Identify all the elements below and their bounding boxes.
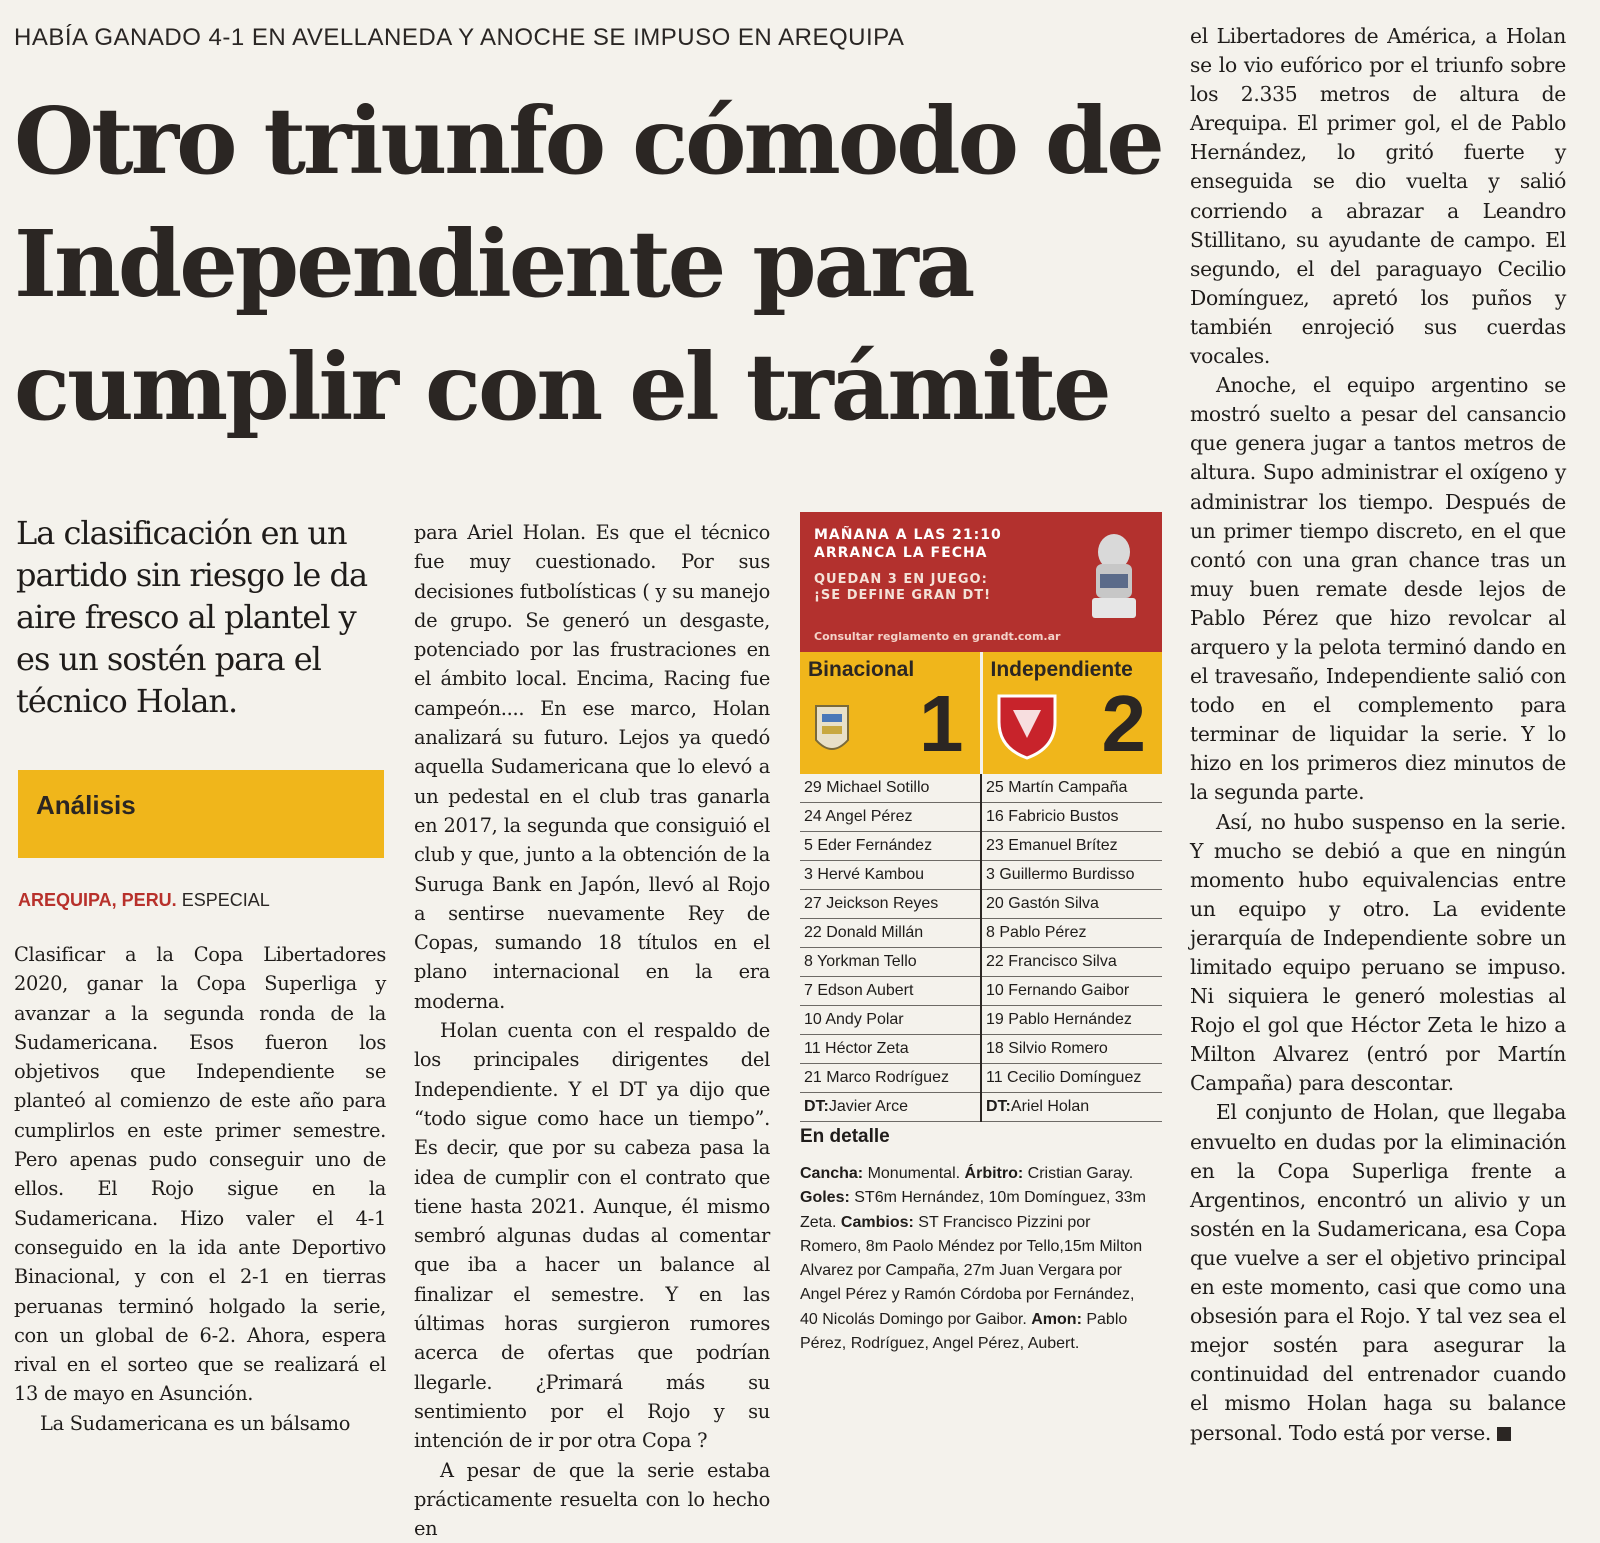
detail-value: ST Francisco Pizzini por Romero, 8m Paolo Méndez por Tello,15m Milton Alvarez por Campaña, 27m Juan Vergara por Angel Pérez y Ramón Córdoba por Fernández, 40 Nicolás Domingo por Gaibor.: [800, 1214, 1142, 1328]
promo-line-1: MAÑANA A LAS 21:10: [814, 526, 1162, 544]
promo-note: Consultar reglamento en grandt.com.ar: [814, 630, 1060, 643]
paragraph: A pesar de que la serie estaba prácticamente resuelta con lo hecho en: [414, 1456, 770, 1543]
team-home-name: Binacional: [808, 658, 972, 682]
player-row: 8 Pablo Pérez: [982, 919, 1162, 948]
lineup-home: [800, 774, 980, 1122]
detail-label: Cancha:: [800, 1165, 863, 1182]
detail-value: Cristian Garay.: [1028, 1165, 1134, 1182]
player-row: 7 Edson Aubert: [800, 977, 980, 1006]
player-row: 10 Fernando Gaibor: [982, 977, 1162, 1006]
player-row: 10 Andy Polar: [800, 1006, 980, 1035]
player-row: 22 Donald Millán: [800, 919, 980, 948]
player-row: 3 Hervé Kambou: [800, 861, 980, 890]
kicker: HABÍA GANADO 4-1 EN AVELLANEDA Y ANOCHE SE IMPUSO EN AREQUIPA: [14, 24, 1184, 52]
player-row: 5 Eder Fernández: [800, 832, 980, 861]
promo-banner: [800, 512, 1162, 652]
detail-label: Amon:: [1031, 1311, 1082, 1328]
coach-home-name: Javier Arce: [829, 1098, 908, 1115]
promo-line-3: QUEDAN 3 EN JUEGO:: [814, 572, 1162, 588]
player-row: 11 Héctor Zeta: [800, 1035, 980, 1064]
paragraph: para Ariel Holan. Es que el técnico fue muy cuestionado. Por sus decisiones futbolísticas ( y su manejo de grupo. Se generó un desgaste, potenciado por las frustraciones en el ámbito local. Encima, Racing fue campeón.... En ese marco, Holan analizará su futuro. Lejos ya quedó aquella Sudamericana que lo elevó a un pedestal en el club tras ganarla en 2017, la segunda que consiguió el club y que, junto a la obtención de la Suruga Bank en Japón, llevó al Rojo a sentirse nuevamente Rey de Copas, sumando 18 títulos en el plano internacional en la era moderna.: [414, 518, 770, 1016]
player-row: 29 Michael Sotillo: [800, 774, 980, 803]
player-row: 27 Jeickson Reyes: [800, 890, 980, 919]
player-row: 18 Silvio Romero: [982, 1035, 1162, 1064]
team-away: [980, 652, 1163, 774]
dateline-place: AREQUIPA, PERU.: [18, 890, 177, 910]
player-row: 20 Gastón Silva: [982, 890, 1162, 919]
team-away-name: Independiente: [991, 658, 1155, 682]
binacional-crest-icon: [812, 700, 852, 760]
promo-line-4: ¡SE DEFINE GRAN DT!: [814, 588, 1162, 604]
paragraph: Clasificar a la Copa Libertadores 2020, ganar la Copa Superliga y avanzar a la segunda ronda de la Sudamericana. Esos fueron los objetivos que Independiente se planteó al comienzo de este año para cumplirlos en este primer semestre. Pero apenas pudo conseguir uno de ellos. El Rojo sigue en la Sudamericana. Hizo valer el 4-1 conseguido en la ida ante Deportivo Binacional, y con el 2-1 en tierras peruanas terminó holgado la serie, con un global de 6-2. Ahora, espera rival en el sorteo que se realizará el 13 de mayo en Asunción.: [14, 940, 386, 1409]
detail-title: En detalle: [800, 1126, 1162, 1148]
detail-value: ST6m Hernández, 10m Domínguez, 33m Zeta.: [800, 1189, 1146, 1230]
teams-row: [800, 652, 1162, 774]
player-row: 19 Pablo Hernández: [982, 1006, 1162, 1035]
lead-summary: La clasificación en un partido sin riesgo le da aire fresco al plantel y es un sostén para el técnico Holan.: [16, 512, 386, 722]
body-column-2: [414, 518, 770, 1543]
team-home: [800, 652, 980, 774]
dateline-type: ESPECIAL: [182, 890, 270, 910]
analysis-box: [18, 770, 384, 858]
paragraph: Anoche, el equipo argentino se mostró suelto a pesar del cansancio que genera jugar a tantos metros de altura. Supo administrar el oxígeno y administrar los tiempo. Después de un primer tiempo discreto, en el que contó con una gran chance tras un muy buen remate desde lejos de Pablo Pérez que hizo revolcar al arquero y la pelota terminó dando en el travesaño, Independiente salió con todo en el complemento para terminar de liquidar la serie. Y lo hizo en los primeros diez minutos de la segunda parte.: [1190, 371, 1566, 807]
match-detail: [800, 1162, 1156, 1356]
player-row: 21 Marco Rodríguez: [800, 1064, 980, 1093]
paragraph: Así, no hubo suspenso en la serie. Y mucho se debió a que en ningún momento hubo equivalencias entre un equipo y otro. La evidente jerarquía de Independiente sobre un limitado equipo peruano se impuso. Ni siquiera le generó molestias al Rojo el gol que Héctor Zeta le hizo a Milton Alvarez (entró por Martín Campaña) para descontar.: [1190, 808, 1566, 1099]
detail-value: Monumental.: [868, 1165, 961, 1182]
body-column-3: [1190, 22, 1566, 1448]
paragraph-last: [1190, 1098, 1566, 1447]
player-row: 16 Fabricio Bustos: [982, 803, 1162, 832]
independiente-crest-icon: [995, 692, 1059, 762]
paragraph: Holan cuenta con el respaldo de los principales dirigentes del Independiente. Y el DT ya dijo que “todo sigue como hace un tiempo”. Es decir, que por su cabeza pasa la idea de cumplir con el contrato que tiene hasta 2021. Aunque, él mismo sembró algunas dudas al comentar que iba a hacer un balance al finalizar el semestre. Y en las últimas horas surgieron rumores acerca de ofertas que podrían llegarle. ¿Primará más su sentimiento por el Rojo y su intención de ir por otra Copa ?: [414, 1016, 770, 1455]
team-away-score: 2: [1102, 678, 1147, 770]
coach-away: [982, 1093, 1162, 1122]
detail-value: Pablo Pérez, Rodríguez, Angel Pérez, Aubert.: [800, 1311, 1127, 1352]
dt-label: DT:: [986, 1098, 1011, 1115]
score-box: [800, 512, 1162, 1356]
detail-label: Cambios:: [841, 1214, 914, 1231]
coach-home: [800, 1093, 980, 1122]
detail-label: Árbitro:: [965, 1165, 1024, 1182]
lineup-away: [980, 774, 1162, 1122]
player-row: 25 Martín Campaña: [982, 774, 1162, 803]
dt-label: DT:: [804, 1098, 829, 1115]
coach-away-name: Ariel Holan: [1011, 1098, 1089, 1115]
paragraph: La Sudamericana es un bálsamo: [14, 1409, 386, 1438]
headline-line-2: Independiente para: [14, 210, 972, 318]
paragraph: el Libertadores de América, a Holan se lo vio eufórico por el triunfo sobre los 2.335 metros de altura de Arequipa. El primer gol, el de Pablo Hernández, lo gritó fuerte y enseguida se dio vuelta y salió corriendo a abrazar a Leandro Stillitano, su ayudante de campo. El segundo, el del paraguayo Cecilio Domínguez, apretó los puños y también enrojeció sus cuerdas vocales.: [1190, 22, 1566, 371]
player-row: 23 Emanuel Brítez: [982, 832, 1162, 861]
player-row: 24 Angel Pérez: [800, 803, 980, 832]
player-row: 11 Cecilio Domínguez: [982, 1064, 1162, 1093]
detail-label: Goles:: [800, 1189, 850, 1206]
player-row: 22 Francisco Silva: [982, 948, 1162, 977]
player-row: 3 Guillermo Burdisso: [982, 861, 1162, 890]
promo-line-2: ARRANCA LA FECHA: [814, 544, 1162, 562]
player-row: 8 Yorkman Tello: [800, 948, 980, 977]
headline: [14, 80, 1184, 449]
lineups: [800, 774, 1162, 1122]
paragraph-text: El conjunto de Holan, que llegaba envuelto en dudas por la eliminación en la Copa Superliga frente a Argentinos, encontró un alivio y un sostén en la Sudamericana, esa Copa que vuelve a ser el objetivo principal en este momento, casi que como una obsesión para el Rojo. Y tal vez sea el mejor sostén para asegurar la continuidad del entrenador cuando el mismo Holan haga su balance personal. Todo está por verse.: [1190, 1100, 1566, 1444]
team-home-score: 1: [919, 678, 964, 770]
end-mark-icon: [1497, 1427, 1511, 1441]
analysis-label: Análisis: [36, 790, 136, 820]
body-column-1: [14, 940, 386, 1438]
trophy-icon: [1086, 530, 1142, 622]
headline-line-3: cumplir con el trámite: [14, 333, 1109, 441]
headline-line-1: Otro triunfo cómodo de: [14, 87, 1162, 195]
dateline: [18, 890, 388, 911]
